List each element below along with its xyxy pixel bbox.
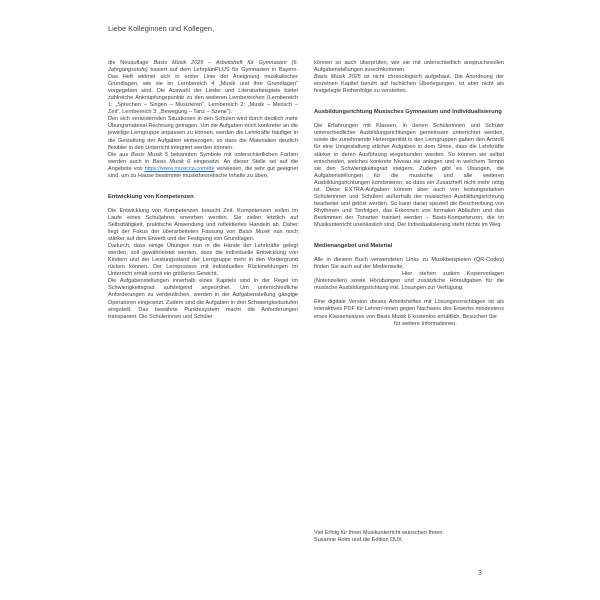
digital-version-end: für weitere Informationen. [394,320,457,327]
intro-text-2: basiert auf dem LehrplanPLUS für Gymnasien in Bayern. Das Heft widmet sich in erster Linie der Aneignung musikalischer Grundlagen, wie sie im Lernbereich 4 „Musik und ihre Grundlagen“ vorgegeben sind. Die Auswahl der Lieder und Literaturbeispiele bietet zahlreiche Anknüpfungspunkte zu den weiteren Lernbereichen (Lernbereich 1: „Sprechen – Singen – Musizieren“, Lernbereich 2: „Musik – Mensch – Zeit“, Lernbereich 3: „Bewegung – Tanz – Szene“). [108,67,298,116]
tasks-paragraph: Die Aufgabenstellungen innerhalb eines Kapitels sind in der Regel im Schwierigkeitsgrad aufsteigend angeordnet. Um unterschiedliche Anforderungen zu verdeutlichen, werden in der Aufgabenstellung gängige Operatoren eingesetzt. Zudem sind die Aufgaben in drei Schwierigkeitsstufen eingeteilt. Das bewährte Punktesystem macht die Anforderungen transparent. Die Schülerinnen und Schüler [108,278,298,320]
check-paragraph: können so auch überprüfen, wie sie mit unterschiedlich anspruchsvollen Aufgabenstellungen zurechtkommen. [314,60,504,74]
page-number: 3 [478,570,482,577]
heading-medienangebot: Medienangebot und Material [314,243,393,250]
intro-book-title: Basis Musik 2025 – Arbeitsheft für Gymnasien (6. Jahrgangsstufe) [108,60,299,74]
closing-line-2: Susanne Holm und die Edition DUX. [314,537,404,544]
heading-kompetenzen: Entwicklung von Kompetenzen [108,193,194,200]
materials-paragraph: Hier stehen zudem Kopiervorlagen (Notenzeilen) sowie Hörübungen und zusätzliche Höraufgaben für die musische Ausbildungsrichtung inkl. Lösungen zur Verfügung. [314,271,504,292]
symbols-text-4: verwiesen, die sehr gut geeignet sind, um zu Hause bestimmte musiktheoretische Inhalte zu üben. [108,165,299,179]
symbols-text-3: eingesetzt. An dieser Stelle sei auf die Angebote von [108,158,299,172]
intro-paragraph [108,60,298,116]
situation-paragraph: Den sich verändernden Situationen in den Schulen wird durch deutlich mehr Übungsmaterial Rechnung getragen. Um die Aufgaben noch konkreter an die jeweilige Lerngruppe anpassen zu können, werden die Lehrkräfte häufiger in die Gestaltung der Aufgaben einbezogen, so dass die Materialien deutlich flexibler in den Unterricht integriert werden können. [108,116,298,151]
structure-text: ist nicht chronologisch aufgebaut. Die Anordnung der einzelnen Kapitel beruht auf fachlichen Überlegungen, ist aber nicht als festgelegte Reihenfolge zu verstehen. [314,74,504,95]
kompetenzen-text-1: Die Entwicklung von Kompetenzen braucht Zeit. Kompetenzen sollen im Laufe eines Schuljahres erworben werden. Sie zielen letztlich auf Selbsttätigkeit, praktische Anwendung und reflektiertes Handeln ab. Daher liegt der Fokus der überarbeiteten Fassung von [108,207,298,236]
links-paragraph: Alle in diesem Buch verwendeten Links zu Musikbeispielen (QR-Codes) finden Sie auch auf der Medienseite. [314,257,504,271]
ausbildung-paragraph: Die Erfahrungen mit Klassen, in denen Schülerinnen und Schüler unterschiedlicher Ausbildungsrichtungen gemeinsam unterrichtet werden, sowie die zunehmende Heterogenität in den Lerngruppen gaben den Anstoß für eine Umgestaltung etlicher Aufgaben in dem Sinne, dass die Lehrkräfte stärker in deren Ausführung eingebunden werden. So können sie selbst entscheiden, welches konkrete Niveau sie anlegen und in welchem Tempo sie den Schwierigkeitsgrad steigern. Zudem gibt es Übungen, die Aufgabenstellungen für die musische und alle weiteren Ausbildungsrichtungen kombinieren, so dass ein Zusatzheft nicht mehr nötig ist. Diese EXTRA-Aufgaben können aber auch von leistungsstarken Schülerinnen und Schülern außerhalb der musischen Ausbildungsrichtung bearbeitet und gelöst werden. So kann daran speziell die Beschreibung von Rhythmen und Tonfolgen, das Erkennen von formalen Abläufen und das Bestimmen der Tonarten trainiert werden – Basis-Kompetenzen, die im Musikunterricht unerlässlich sind. Der Individualisierung steht nichts im Weg. [314,123,504,228]
symbols-book-5: Basis Musik 5 [131,151,168,158]
kompetenzen-paragraph [108,208,298,243]
musicca-link[interactable]: https://www.musicca.com/de [144,165,215,172]
left-column [108,60,298,321]
structure-paragraph [314,74,504,95]
right-column [314,60,504,328]
symbols-text-1: Die aus [108,151,132,158]
closing-line-1: Viel Erfolg für Ihren Musikunterricht wünschen Ihnen [314,530,443,536]
individual-paragraph: Dadurch, dass einige Übungen nun in die Hände der Lehrkräfte gelegt werden, soll gewährleistet werden, dass die individuelle Entwicklung von Kindern und der Leistungsstand der Lerngruppe mehr in den Vordergrund rücken können. Der Lernprozess mit individuellen Rückmeldungen im Unterricht erhält somit ein größeres Gewicht. [108,243,298,278]
symbols-book-6: Basis Musik 6 [152,158,191,165]
kompetenzen-book-title: Basis Musik [238,229,271,236]
closing-note [314,530,514,544]
digital-version-paragraph: Eine digitale Version dieses Arbeitsheftes mit Lösungsvorschlägen ist als interaktives PDF für Lehrer/-innen gegen Nachweis des Erwerbs mindestens eines Klassensatzes von Basis Musik 6 kostenlos erhältlich. Besuchen Sie [314,299,504,320]
intro-text-1: die Neuauflage [108,60,154,66]
kompetenzen-text-2: nun noch stärker auf dem Erwerb und der Festigung von Grundlagen. [108,229,298,243]
heading-ausbildungsrichtung: Ausbildungsrichtung Musisches Gymnasium und Individualisierung [314,109,502,116]
greeting: Liebe Kolleginnen und Kollegen, [108,24,215,33]
symbols-text-2: bekannten Symbole mit unterschiedlichen Farben werden auch in [108,151,298,165]
symbols-paragraph [108,152,298,180]
structure-book-title: Basis Musik 2025 [314,74,361,81]
